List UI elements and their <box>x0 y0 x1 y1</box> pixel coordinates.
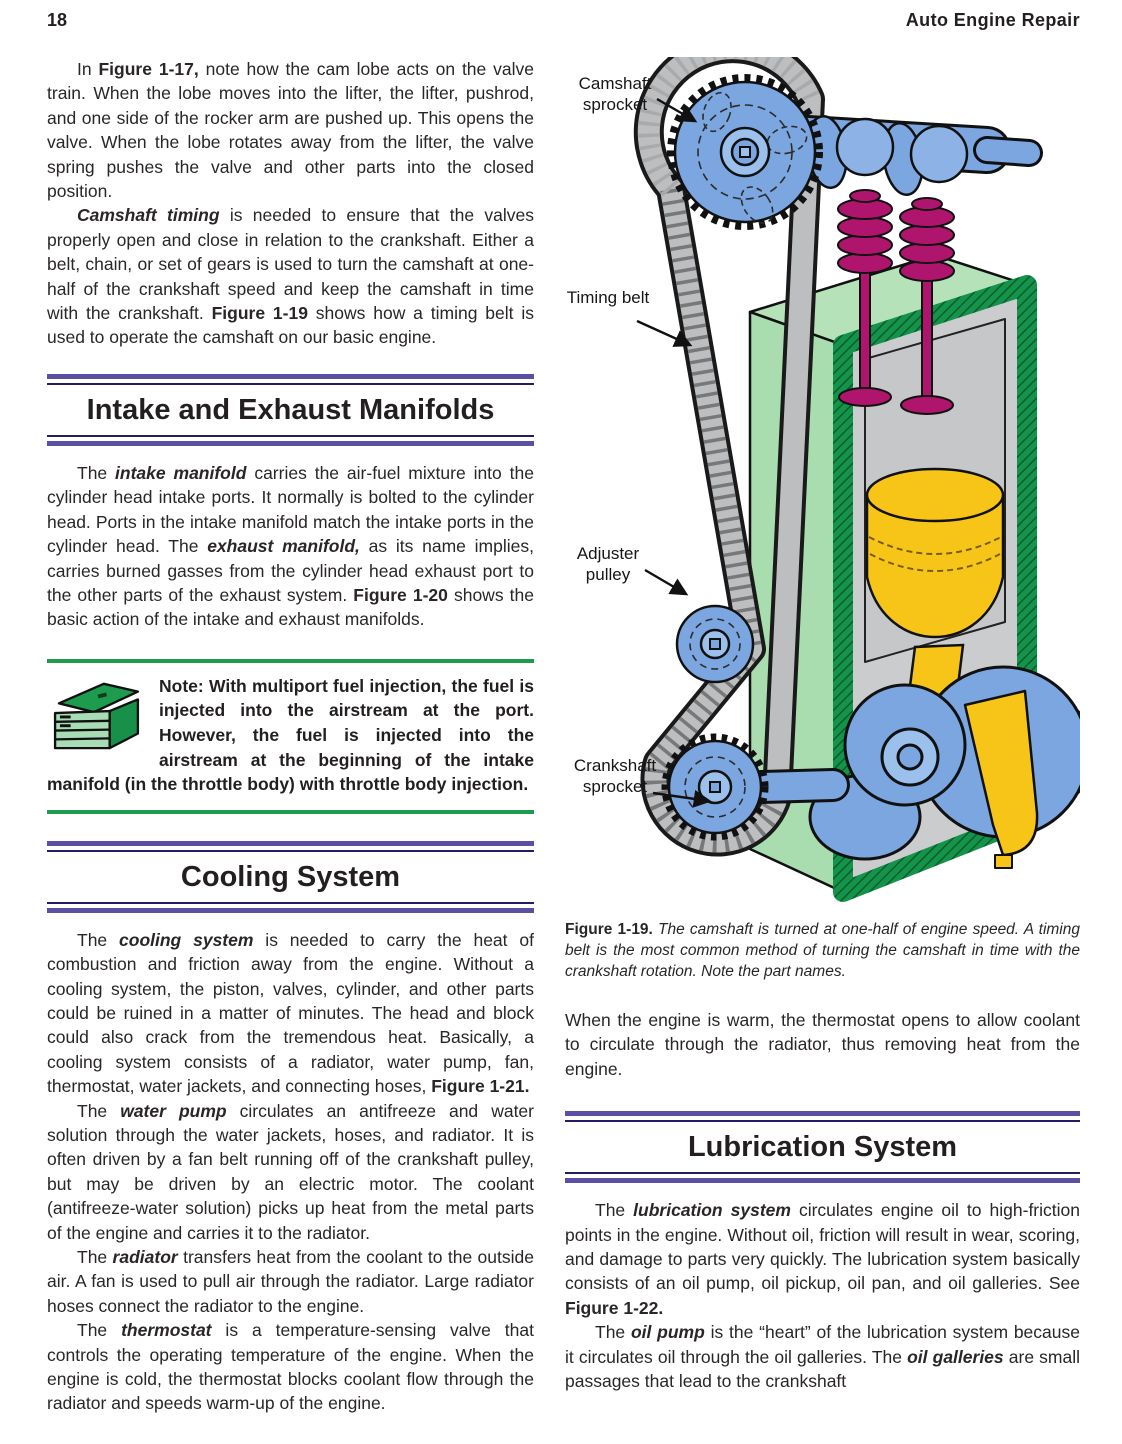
figure-caption: Figure 1-19. The camshaft is turned at one-half of engine speed. A timing belt is the most common method of turning the camshaft in time with the crankshaft rotation. Note the part names. <box>565 921 1080 980</box>
toolbox-icon <box>47 677 145 753</box>
page-number: 18 <box>47 10 68 30</box>
double-rule-bottom <box>47 902 534 913</box>
label-adjuster-pulley: Adjuster pulley <box>576 544 640 584</box>
double-rule-top <box>47 374 534 385</box>
running-head: Auto Engine Repair <box>905 10 1080 30</box>
label-camshaft-sprocket: Camshaft sprocket <box>578 74 652 114</box>
double-rule-top <box>565 1111 1080 1122</box>
note-text: Note: With multiport fuel injection, the fuel is injected into the airstream at the port. However, the fuel is injected into the airstream at the beginning of the intake manifold (in the throttle body) with throttle body injection. <box>47 675 534 795</box>
note-box <box>47 659 534 814</box>
paragraph-water-pump: The water pump circulates an antifreeze and water solution through the water jackets, hoses, and radiator. It is often driven by a fan belt running off of the crankshaft pulley, but may be driven by an electric motor. The coolant (antifreeze-water solution) picks up heat from the metal parts of the engine and carries it to the radiator. <box>47 1100 534 1243</box>
heading-lubrication-system: Lubrication System <box>687 1131 958 1164</box>
paragraph-thermostat: The thermostat is a temperature-sensing valve that controls the operating temperature of the engine. When the engine is cold, the thermostat blocks coolant flow through the radiator and speeds warm-up of the engine. <box>47 1320 534 1414</box>
double-rule-bottom <box>565 1172 1080 1183</box>
heading-cooling-system: Cooling System <box>180 860 401 893</box>
label-crankshaft-sprocket: Crankshaft sprocket <box>573 756 657 796</box>
right-column <box>565 57 1080 1393</box>
paragraph-oil-pump: The oil pump is the “heart” of the lubrication system because it circulates oil through the oil galleries. The oil galleries are small passages that lead to the crankshaft <box>565 1322 1081 1392</box>
section-heading-lubrication <box>565 1111 1080 1183</box>
double-rule-bottom <box>47 435 534 446</box>
adjuster-pulley <box>677 606 753 682</box>
heading-intake-exhaust-manifolds: Intake and Exhaust Manifolds <box>86 393 495 426</box>
paragraph-radiator: The radiator transfers heat from the coolant to the outside air. A fan is used to pull air through the radiator. Large radiator hoses connect the radiator to the engine. <box>47 1246 534 1316</box>
label-timing-belt: Timing belt <box>566 288 650 307</box>
section-heading-cooling <box>47 841 534 913</box>
paragraph-lubrication: The lubrication system circulates engine oil to high-friction points in the engine. Without oil, friction will result in wear, scoring, and damage to parts very quickly. The lubrication system basically consists of an oil pump, oil pickup, oil pan, and oil galleries. See Figure 1-22. <box>565 1200 1080 1318</box>
section-heading-manifolds <box>47 374 534 446</box>
paragraph-cooling: The cooling system is needed to carry the heat of combustion and friction away from the engine. Without a cooling system, the piston, valves, cylinder, and other parts could be ruined in a matter of minutes. The head and block could also crack from the tremendous heat. Basically, a cooling system consists of a radiator, water pump, fan, thermostat, water jackets, and connecting hoses, Figure 1-21. <box>47 929 534 1097</box>
paragraph-camshaft-timing: Camshaft timing is needed to ensure that the valves properly open and close in relation to the crankshaft. Either a belt, chain, or set of gears is used to turn the camshaft at one-half of the crankshaft speed and keep the camshaft in time with the crankshaft. Figure 1-19 shows how a timing belt is used to operate the camshaft on our basic engine. <box>47 205 534 348</box>
paragraph-cam-lobe: In Figure 1-17, note how the cam lobe acts on the valve train. When the lobe moves into the lifter, the lifter, pushrod, and one side of the rocker arm are pushed up. This opens the valve. When the lobe rotates away from the lifter, the valve spring pushes the valve and other parts into the closed position. <box>47 59 534 202</box>
paragraph-warm-engine: When the engine is warm, the thermostat opens to allow coolant to circulate through the radiator, thus removing heat from the engine. <box>565 1010 1080 1079</box>
double-rule-top <box>47 841 534 852</box>
left-column <box>47 57 534 1416</box>
engine-figure <box>565 57 1080 905</box>
paragraph-manifolds: The intake manifold carries the air-fuel mixture into the cylinder head intake ports. It normally is bolted to the cylinder head. Ports in the intake manifold match the intake ports in the cylinder head. The exhaust manifold, as its name implies, carries burned gasses from the cylinder head exhaust port to the other parts of the exhaust system. Figure 1-20 shows the basic action of the intake and exhaust manifolds. <box>47 462 534 630</box>
